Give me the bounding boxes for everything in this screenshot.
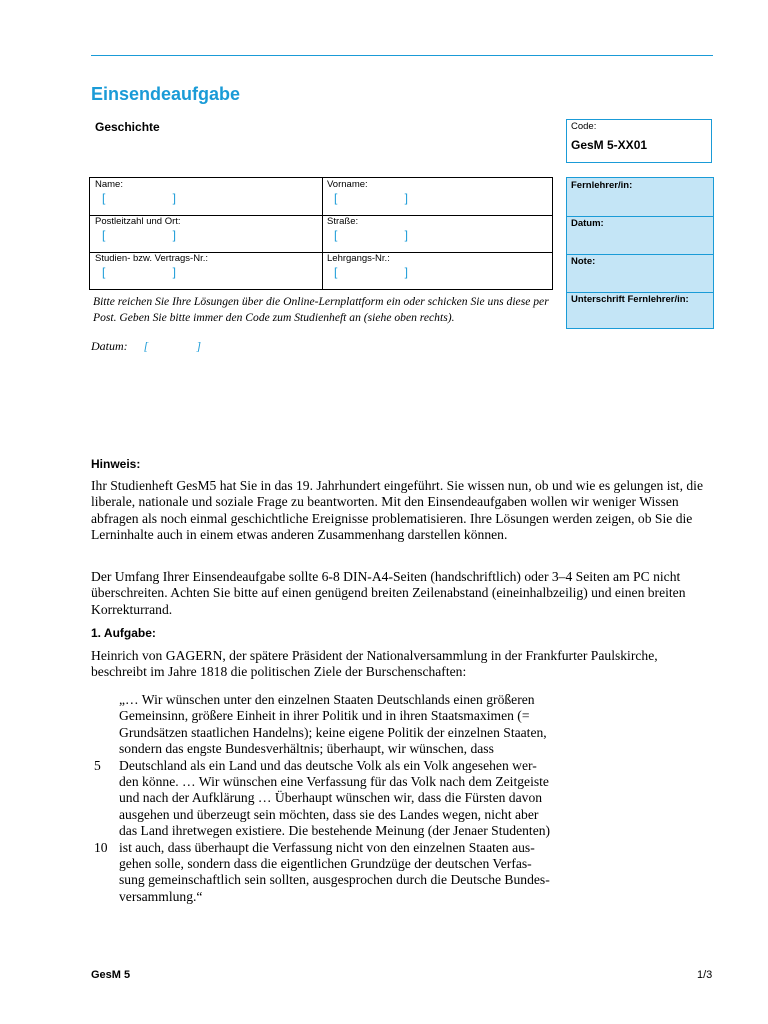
date-label: Datum: <box>91 339 128 353</box>
strasse-label: Straße: <box>327 216 359 227</box>
quote-line: Deutschland als ein Land und das deutsche Volk als ein Volk angesehen wer- <box>119 757 537 773</box>
quote-line: und nach der Aufklärung … Überhaupt wünschen wir, dass die Fürsten davon <box>119 790 543 806</box>
strasse-placeholder: [ ] <box>334 228 408 242</box>
quote-line: versammlung.“ <box>119 888 203 904</box>
vorname-label: Vorname: <box>327 179 368 190</box>
quote-line: den könne. … Wir wünschen eine Verfassung für das Volk nach dem Zeitgeiste <box>119 774 549 790</box>
scope-paragraph: Der Umfang Ihrer Einsendeaufgabe sollte 6-8 DIN-A4-Seiten (handschriftlich) oder 3–4 Seiten am PC nicht überschreiten. Achten Sie bitte auf einen genügend breiten Zeilenabstand (eineinhalbzeilig) und einen breiten Korrekturrand. <box>91 569 686 617</box>
quote-line: das Land ihretwegen existiere. Die bestehende Meinung (der Jenaer Studenten) <box>119 823 551 839</box>
vertrags-nr-label: Studien- bzw. Vertrags-Nr.: <box>95 253 208 264</box>
student-form <box>89 177 553 290</box>
plz-ort-field[interactable] <box>90 215 322 252</box>
plz-ort-placeholder: [ ] <box>102 228 176 242</box>
teacher-date-cell <box>567 216 713 254</box>
page-number: 1/3 <box>697 969 713 981</box>
code-label: Code: <box>571 121 597 132</box>
lehrgangs-nr-field[interactable] <box>322 252 553 289</box>
vertrags-nr-placeholder: [ ] <box>102 265 176 279</box>
vorname-placeholder: [ ] <box>334 191 408 205</box>
signature-label: Unterschrift Fernlehrer/in: <box>571 294 689 305</box>
date-placeholder: [ ] <box>143 339 202 353</box>
name-placeholder: [ ] <box>102 191 176 205</box>
quote-line: Grundsätzen staatlichen Handelns); keine eigene Politik der einzelnen Staaten, <box>119 724 547 740</box>
plz-ort-label: Postleitzahl und Ort: <box>95 216 181 227</box>
source-quote <box>119 692 599 905</box>
line-number: 5 <box>94 758 101 773</box>
name-label: Name: <box>95 179 123 190</box>
teacher-name-cell <box>567 178 713 216</box>
vertrags-nr-field[interactable] <box>90 252 322 289</box>
task-heading: 1. Aufgabe: <box>91 626 156 640</box>
hint-heading: Hinweis: <box>91 457 141 471</box>
top-rule <box>91 55 713 56</box>
lehrgangs-nr-placeholder: [ ] <box>334 265 408 279</box>
strasse-field[interactable] <box>322 215 553 252</box>
footer-course-code: GesM 5 <box>91 969 131 981</box>
quote-line: ausgehen und überzeugt sein möchten, dass sie des Landes wegen, nicht aber <box>119 806 539 822</box>
line-number: 10 <box>94 840 108 855</box>
teacher-box <box>566 177 714 329</box>
grade-cell <box>567 254 713 292</box>
vorname-field[interactable] <box>322 178 553 215</box>
submission-instructions: Bitte reichen Sie Ihre Lösungen über die Online-Lernplattform ein oder schicken Sie uns diese per Post. Geben Sie bitte immer den Code zum Studienheft an (siehe oben rechts). <box>93 295 549 324</box>
quote-line: sung gemeinschaftlich sein sollten, ausgesprochen durch die Deutsche Bundes- <box>119 872 550 888</box>
quote-line: Gemeinsinn, größere Einheit in ihrer Politik und in ihren Staatsmaximen (= <box>119 708 530 724</box>
quote-line: ist auch, dass überhaupt die Verfassung nicht von den einzelnen Staaten aus- <box>119 839 535 855</box>
signature-cell <box>567 292 713 329</box>
hint-paragraph: Ihr Studienheft GesM5 hat Sie in das 19. Jahrhundert eingeführt. Sie wissen nun, ob und wie es gelungen ist, die liberale, nationale und soziale Frage zu beantworten. Mit den Einsendeaufgaben wollen wir weniger Wissen abfragen als noch einmal geschichtliche Ereignisse problematisieren. Ihre Lösungen werden zeigen, ob Sie die Lerninhalte auch in einem etwas anderen Zusammenhang darstellen können. <box>91 478 703 543</box>
quote-line: gehen solle, sondern dass die eigentlichen Grundzüge der deutschen Verfas- <box>119 856 532 872</box>
lehrgangs-nr-label: Lehrgangs-Nr.: <box>327 253 390 264</box>
page-title: Einsendeaufgabe <box>91 84 241 104</box>
teacher-date-label: Datum: <box>571 218 604 229</box>
grade-label: Note: <box>571 256 596 267</box>
code-value: GesM 5-XX01 <box>571 138 648 152</box>
date-field[interactable] <box>91 339 201 354</box>
quote-line: sondern das engste Bundesverhältnis; überhaupt, wir wünschen, dass <box>119 741 494 757</box>
task-intro-paragraph: Heinrich von GAGERN, der spätere Präsident der Nationalversammlung in der Frankfurter Paulskirche, beschreibt im Jahre 1818 die politischen Ziele der Burschenschaften: <box>91 648 658 680</box>
quote-line: „… Wir wünschen unter den einzelnen Staaten Deutschlands einen größeren <box>119 692 535 707</box>
subject-label: Geschichte <box>95 120 160 134</box>
name-field[interactable] <box>90 178 322 215</box>
teacher-name-label: Fernlehrer/in: <box>571 180 633 191</box>
code-box <box>566 119 712 163</box>
